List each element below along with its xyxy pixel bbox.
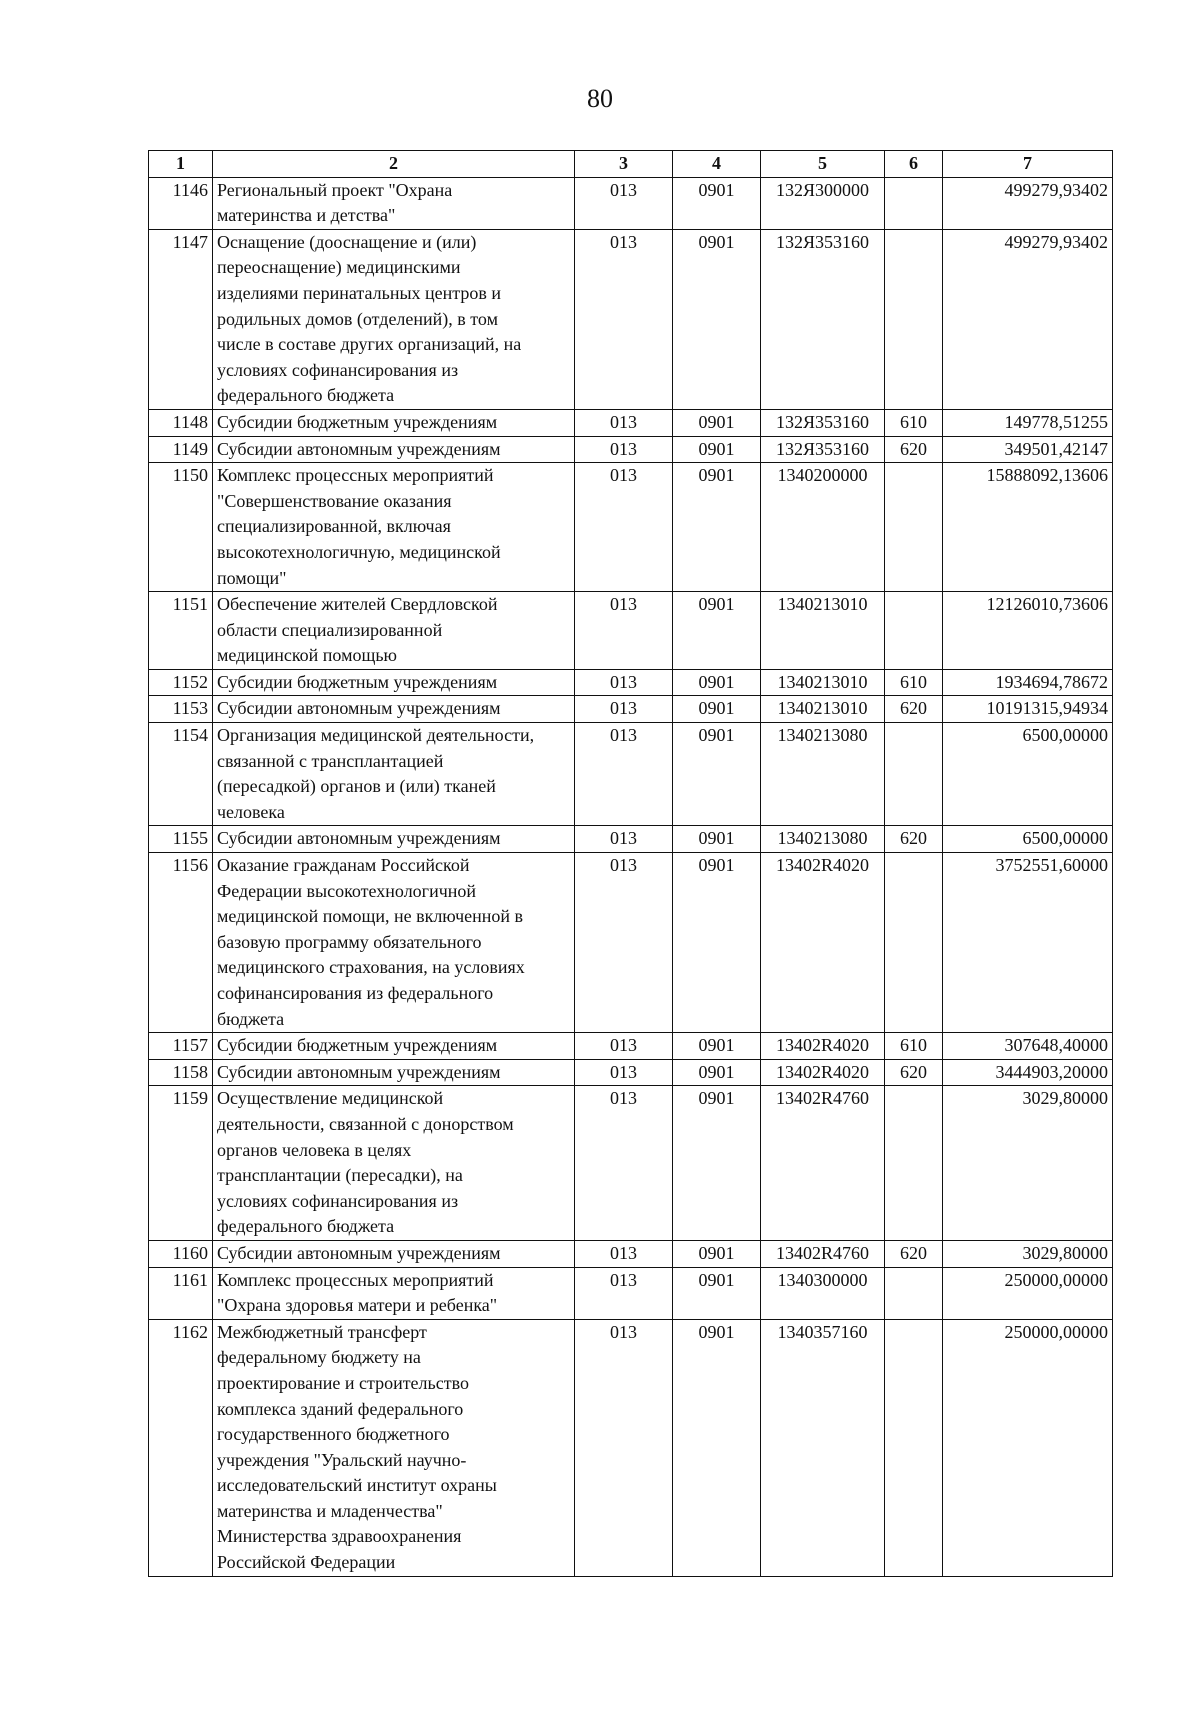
column-header-6: 6 — [885, 151, 943, 178]
table-row — [149, 1267, 1113, 1319]
target-article-code-cell: 1340300000 — [761, 1267, 885, 1319]
section-code-cell: 0901 — [673, 669, 761, 696]
item-name-cell: Оказание гражданам Российской Федерации высокотехнологичной медицинской помощи, не включенной в базовую программу обязательного медицинского страхования, на условиях софинансирования из федерального бюджета — [213, 853, 575, 1033]
expense-type-code-cell — [885, 1267, 943, 1319]
column-header-4: 4 — [673, 151, 761, 178]
section-code-cell: 0901 — [673, 592, 761, 670]
department-code-cell: 013 — [575, 409, 673, 436]
amount-cell: 3029,80000 — [943, 1240, 1113, 1267]
target-article-code-cell: 1340213080 — [761, 723, 885, 826]
target-article-code-cell: 1340213080 — [761, 826, 885, 853]
item-name-cell: Комплекс процессных мероприятий "Совершенствование оказания специализированной, включая высокотехнологичную, медицинской помощи" — [213, 463, 575, 592]
item-name-cell: Осуществление медицинской деятельности, связанной с донорством органов человека в целях трансплантации (пересадки), на условиях софинансирования из федерального бюджета — [213, 1086, 575, 1241]
department-code-cell: 013 — [575, 592, 673, 670]
expense-type-code-cell — [885, 723, 943, 826]
department-code-cell: 013 — [575, 1319, 673, 1576]
table-row — [149, 826, 1113, 853]
section-code-cell: 0901 — [673, 229, 761, 409]
table-row — [149, 1086, 1113, 1241]
section-code-cell: 0901 — [673, 409, 761, 436]
target-article-code-cell: 13402R4020 — [761, 1059, 885, 1086]
row-number-cell: 1159 — [149, 1086, 213, 1241]
expense-type-code-cell: 620 — [885, 436, 943, 463]
department-code-cell: 013 — [575, 1033, 673, 1060]
expense-type-code-cell — [885, 229, 943, 409]
table-row — [149, 463, 1113, 592]
department-code-cell: 013 — [575, 826, 673, 853]
department-code-cell: 013 — [575, 229, 673, 409]
item-name-cell: Региональный проект "Охрана материнства и детства" — [213, 177, 575, 229]
amount-cell: 6500,00000 — [943, 723, 1113, 826]
table-row — [149, 1319, 1113, 1576]
item-name-cell: Субсидии бюджетным учреждениям — [213, 669, 575, 696]
row-number-cell: 1160 — [149, 1240, 213, 1267]
department-code-cell: 013 — [575, 177, 673, 229]
expense-type-code-cell — [885, 592, 943, 670]
table-row — [149, 723, 1113, 826]
section-code-cell: 0901 — [673, 1086, 761, 1241]
expense-type-code-cell: 620 — [885, 826, 943, 853]
expense-type-code-cell — [885, 177, 943, 229]
department-code-cell: 013 — [575, 436, 673, 463]
target-article-code-cell: 132Я353160 — [761, 229, 885, 409]
expense-type-code-cell — [885, 853, 943, 1033]
column-header-7: 7 — [943, 151, 1113, 178]
row-number-cell: 1152 — [149, 669, 213, 696]
table-row — [149, 696, 1113, 723]
item-name-cell: Субсидии бюджетным учреждениям — [213, 1033, 575, 1060]
row-number-cell: 1148 — [149, 409, 213, 436]
table-row — [149, 669, 1113, 696]
row-number-cell: 1161 — [149, 1267, 213, 1319]
expense-type-code-cell: 620 — [885, 1240, 943, 1267]
column-header-1: 1 — [149, 151, 213, 178]
table-row — [149, 409, 1113, 436]
row-number-cell: 1149 — [149, 436, 213, 463]
row-number-cell: 1151 — [149, 592, 213, 670]
target-article-code-cell: 1340213010 — [761, 696, 885, 723]
row-number-cell: 1155 — [149, 826, 213, 853]
amount-cell: 250000,00000 — [943, 1319, 1113, 1576]
department-code-cell: 013 — [575, 463, 673, 592]
section-code-cell: 0901 — [673, 1267, 761, 1319]
department-code-cell: 013 — [575, 1059, 673, 1086]
table-header-row — [149, 151, 1113, 178]
item-name-cell: Субсидии автономным учреждениям — [213, 1240, 575, 1267]
item-name-cell: Межбюджетный трансферт федеральному бюджету на проектирование и строительство комплекса зданий федерального государственного бюджетного учреждения "Уральский научно- исследовательский институт охраны материнства и младенчества" Министерства здравоохранения Российской Федерации — [213, 1319, 575, 1576]
expense-type-code-cell: 610 — [885, 669, 943, 696]
section-code-cell: 0901 — [673, 1319, 761, 1576]
page-number: 80 — [587, 84, 613, 113]
section-code-cell: 0901 — [673, 463, 761, 592]
expense-type-code-cell — [885, 463, 943, 592]
item-name-cell: Организация медицинской деятельности, связанной с трансплантацией (пересадкой) органов и (или) тканей человека — [213, 723, 575, 826]
target-article-code-cell: 132Я353160 — [761, 436, 885, 463]
section-code-cell: 0901 — [673, 696, 761, 723]
department-code-cell: 013 — [575, 1086, 673, 1241]
expense-type-code-cell — [885, 1319, 943, 1576]
target-article-code-cell: 1340357160 — [761, 1319, 885, 1576]
row-number-cell: 1146 — [149, 177, 213, 229]
item-name-cell: Обеспечение жителей Свердловской области специализированной медицинской помощью — [213, 592, 575, 670]
target-article-code-cell: 13402R4760 — [761, 1240, 885, 1267]
section-code-cell: 0901 — [673, 1059, 761, 1086]
amount-cell: 349501,42147 — [943, 436, 1113, 463]
table-row — [149, 229, 1113, 409]
table-row — [149, 436, 1113, 463]
amount-cell: 6500,00000 — [943, 826, 1113, 853]
table-row — [149, 1059, 1113, 1086]
department-code-cell: 013 — [575, 669, 673, 696]
target-article-code-cell: 13402R4760 — [761, 1086, 885, 1241]
expense-type-code-cell: 620 — [885, 696, 943, 723]
row-number-cell: 1156 — [149, 853, 213, 1033]
target-article-code-cell: 132Я353160 — [761, 409, 885, 436]
section-code-cell: 0901 — [673, 436, 761, 463]
section-code-cell: 0901 — [673, 853, 761, 1033]
department-code-cell: 013 — [575, 1240, 673, 1267]
item-name-cell: Субсидии автономным учреждениям — [213, 436, 575, 463]
amount-cell: 10191315,94934 — [943, 696, 1113, 723]
section-code-cell: 0901 — [673, 1240, 761, 1267]
column-header-2: 2 — [213, 151, 575, 178]
row-number-cell: 1150 — [149, 463, 213, 592]
expense-type-code-cell: 610 — [885, 409, 943, 436]
amount-cell: 3029,80000 — [943, 1086, 1113, 1241]
amount-cell: 12126010,73606 — [943, 592, 1113, 670]
budget-table — [148, 150, 1113, 1577]
item-name-cell: Субсидии автономным учреждениям — [213, 1059, 575, 1086]
amount-cell: 499279,93402 — [943, 229, 1113, 409]
row-number-cell: 1157 — [149, 1033, 213, 1060]
department-code-cell: 013 — [575, 1267, 673, 1319]
department-code-cell: 013 — [575, 696, 673, 723]
row-number-cell: 1158 — [149, 1059, 213, 1086]
section-code-cell: 0901 — [673, 177, 761, 229]
row-number-cell: 1153 — [149, 696, 213, 723]
amount-cell: 3752551,60000 — [943, 853, 1113, 1033]
table-row — [149, 1240, 1113, 1267]
target-article-code-cell: 13402R4020 — [761, 1033, 885, 1060]
table-body — [149, 177, 1113, 1576]
target-article-code-cell: 132Я300000 — [761, 177, 885, 229]
table-row — [149, 592, 1113, 670]
section-code-cell: 0901 — [673, 1033, 761, 1060]
row-number-cell: 1162 — [149, 1319, 213, 1576]
target-article-code-cell: 1340213010 — [761, 669, 885, 696]
department-code-cell: 013 — [575, 853, 673, 1033]
section-code-cell: 0901 — [673, 723, 761, 826]
target-article-code-cell: 1340213010 — [761, 592, 885, 670]
item-name-cell: Оснащение (дооснащение и (или) переоснащение) медицинскими изделиями перинатальных центров и родильных домов (отделений), в том числе в составе других организаций, на условиях софинансирования из федерального бюджета — [213, 229, 575, 409]
table-row — [149, 1033, 1113, 1060]
expense-type-code-cell: 610 — [885, 1033, 943, 1060]
department-code-cell: 013 — [575, 723, 673, 826]
item-name-cell: Комплекс процессных мероприятий "Охрана здоровья матери и ребенка" — [213, 1267, 575, 1319]
row-number-cell: 1147 — [149, 229, 213, 409]
amount-cell: 149778,51255 — [943, 409, 1113, 436]
section-code-cell: 0901 — [673, 826, 761, 853]
expense-type-code-cell — [885, 1086, 943, 1241]
table-row — [149, 853, 1113, 1033]
amount-cell: 1934694,78672 — [943, 669, 1113, 696]
table-row — [149, 177, 1113, 229]
column-header-3: 3 — [575, 151, 673, 178]
amount-cell: 15888092,13606 — [943, 463, 1113, 592]
item-name-cell: Субсидии бюджетным учреждениям — [213, 409, 575, 436]
item-name-cell: Субсидии автономным учреждениям — [213, 826, 575, 853]
column-header-5: 5 — [761, 151, 885, 178]
amount-cell: 499279,93402 — [943, 177, 1113, 229]
amount-cell: 250000,00000 — [943, 1267, 1113, 1319]
expense-type-code-cell: 620 — [885, 1059, 943, 1086]
target-article-code-cell: 13402R4020 — [761, 853, 885, 1033]
item-name-cell: Субсидии автономным учреждениям — [213, 696, 575, 723]
amount-cell: 307648,40000 — [943, 1033, 1113, 1060]
row-number-cell: 1154 — [149, 723, 213, 826]
target-article-code-cell: 1340200000 — [761, 463, 885, 592]
amount-cell: 3444903,20000 — [943, 1059, 1113, 1086]
